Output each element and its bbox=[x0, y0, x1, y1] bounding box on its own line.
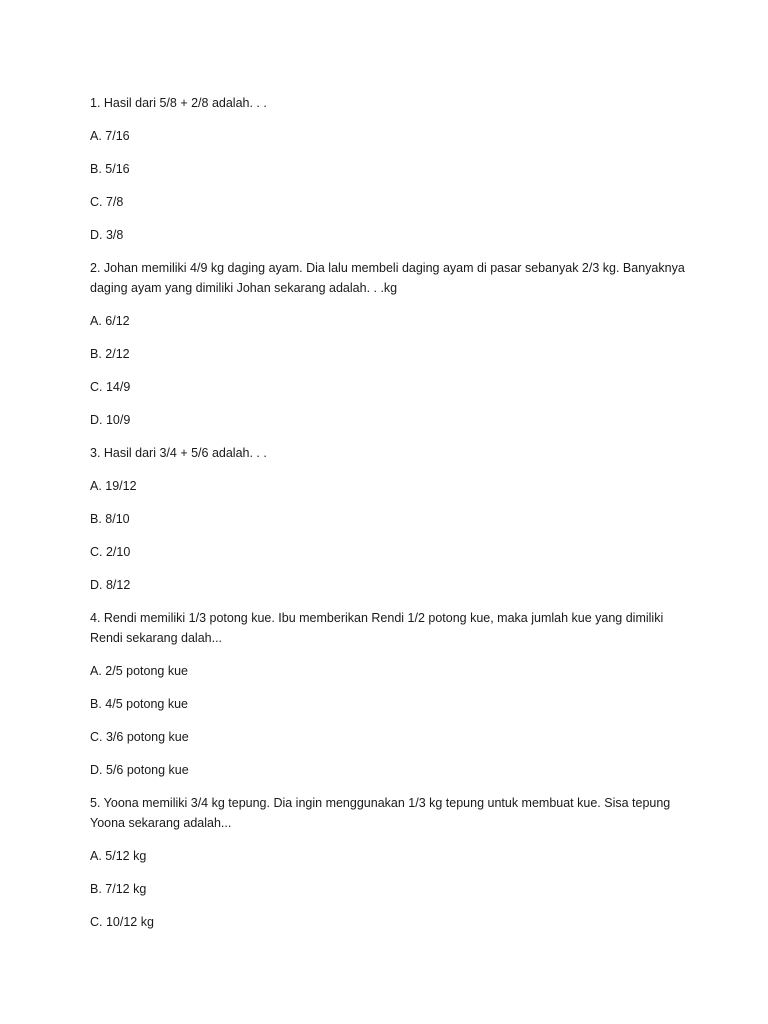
question-text: 2. Johan memiliki 4/9 kg daging ayam. Dia lalu membeli daging ayam di pasar sebanyak 2/3 kg. Banyaknya daging ayam yang dimiliki Johan sekarang adalah. . .kg bbox=[90, 261, 685, 295]
option-d: D. 10/9 bbox=[90, 413, 131, 427]
option-a: A. 6/12 bbox=[90, 314, 130, 328]
option-d: D. 3/8 bbox=[90, 228, 124, 242]
document-page bbox=[90, 93, 690, 945]
option-a: A. 2/5 potong kue bbox=[90, 664, 188, 678]
option-b: B. 4/5 potong kue bbox=[90, 697, 188, 711]
option-b: B. 5/16 bbox=[90, 162, 130, 176]
option-b: B. 8/10 bbox=[90, 512, 130, 526]
option-c: C. 14/9 bbox=[90, 380, 131, 394]
option-a: A. 19/12 bbox=[90, 479, 137, 493]
option-b: B. 7/12 kg bbox=[90, 882, 147, 896]
question-2 bbox=[90, 258, 690, 430]
question-text: 3. Hasil dari 3/4 + 5/6 adalah. . . bbox=[90, 446, 267, 460]
option-a: A. 5/12 kg bbox=[90, 849, 147, 863]
question-3 bbox=[90, 443, 690, 595]
question-text: 4. Rendi memiliki 1/3 potong kue. Ibu memberikan Rendi 1/2 potong kue, maka jumlah kue yang dimiliki Rendi sekarang dalah... bbox=[90, 611, 664, 645]
option-c: C. 10/12 kg bbox=[90, 915, 154, 929]
question-4 bbox=[90, 608, 690, 780]
option-a: A. 7/16 bbox=[90, 129, 130, 143]
option-b: B. 2/12 bbox=[90, 347, 130, 361]
question-text: 1. Hasil dari 5/8 + 2/8 adalah. . . bbox=[90, 96, 267, 110]
option-c: C. 3/6 potong kue bbox=[90, 730, 189, 744]
option-c: C. 7/8 bbox=[90, 195, 124, 209]
option-d: D. 5/6 potong kue bbox=[90, 763, 189, 777]
option-c: C. 2/10 bbox=[90, 545, 131, 559]
question-text: 5. Yoona memiliki 3/4 kg tepung. Dia ingin menggunakan 1/3 kg tepung untuk membuat kue. Sisa tepung Yoona sekarang adalah... bbox=[90, 796, 671, 830]
question-5 bbox=[90, 793, 690, 932]
option-d: D. 8/12 bbox=[90, 578, 131, 592]
question-1 bbox=[90, 93, 690, 245]
